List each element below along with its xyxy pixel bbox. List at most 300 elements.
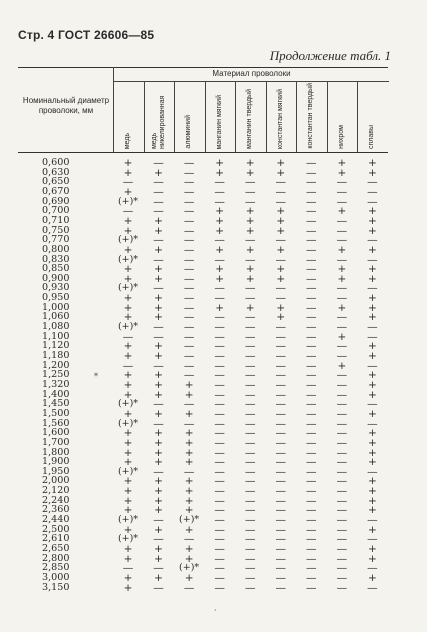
availability-cell: — (183, 176, 195, 189)
availability-cell: + (215, 214, 225, 227)
availability-cell: — (244, 292, 256, 305)
availability-cell: + (154, 543, 163, 555)
availability-cell: — (275, 417, 286, 430)
availability-cell: — (153, 234, 164, 247)
availability-cell: + (337, 166, 347, 179)
availability-cell: + (154, 456, 163, 469)
availability-cell: + (123, 340, 133, 353)
availability-cell: — (367, 465, 378, 478)
availability-cell: + (367, 311, 377, 324)
availability-cell: — (306, 427, 317, 440)
availability-cell: — (244, 456, 256, 469)
availability-cell: — (214, 552, 225, 565)
availability-cell: + (184, 388, 194, 401)
availability-cell: — (153, 359, 164, 372)
availability-cell: + (154, 340, 163, 353)
diameter-cell: 0,650 (42, 176, 70, 188)
availability-cell: — (244, 475, 256, 488)
diameter-cell: 1,450 (42, 398, 70, 410)
material-column-header (235, 83, 265, 149)
availability-cell: + (154, 571, 163, 584)
availability-cell: + (184, 543, 194, 555)
availability-cell: + (123, 292, 133, 305)
diameter-cell: 2,800 (42, 552, 70, 564)
availability-cell: — (244, 321, 256, 334)
availability-cell: — (336, 195, 348, 208)
availability-cell: — (244, 378, 256, 391)
availability-cell: — (275, 185, 286, 198)
material-column-header (266, 83, 296, 149)
availability-cell: — (183, 243, 195, 256)
availability-cell: — (153, 533, 164, 546)
availability-cell: — (275, 359, 286, 372)
availability-cell: — (336, 350, 348, 362)
availability-cell: — (306, 282, 317, 295)
material-group-header: Материал проволоки (113, 67, 389, 82)
diameter-cell: 2,120 (42, 485, 70, 497)
availability-cell: + (123, 475, 133, 488)
availability-cell: + (184, 504, 194, 517)
availability-cell: + (276, 301, 286, 314)
availability-cell: — (214, 185, 225, 198)
availability-cell: — (244, 523, 256, 536)
table-continuation-label: Продолжение табл. 1 (269, 48, 391, 63)
availability-cell: + (367, 301, 377, 314)
availability-cell: — (214, 330, 225, 343)
availability-cell: — (336, 369, 348, 382)
availability-cell: — (306, 514, 317, 527)
availability-cell: — (306, 562, 317, 575)
diameter-cell: 1,900 (42, 456, 70, 468)
availability-cell: — (214, 494, 225, 507)
page-header: Стр. 4 ГОСТ 26606—85 (18, 28, 155, 42)
availability-cell: + (276, 243, 286, 256)
availability-cell: — (214, 195, 225, 208)
availability-cell: — (183, 398, 195, 411)
diameter-cell: 1,250 (42, 369, 70, 381)
availability-cell: + (367, 272, 377, 285)
availability-cell: + (184, 485, 194, 498)
availability-cell: + (154, 378, 163, 391)
availability-cell: — (244, 253, 256, 266)
availability-cell: — (183, 253, 195, 266)
material-column-header (296, 83, 326, 149)
diameter-cell: 2,650 (42, 543, 70, 554)
availability-cell: — (244, 234, 256, 247)
availability-cell: + (367, 427, 377, 440)
diameter-cell: 1,700 (42, 436, 70, 448)
availability-cell: + (154, 214, 163, 227)
diameter-cell: 1,080 (42, 321, 70, 333)
availability-cell: — (336, 282, 348, 295)
availability-cell: + (123, 157, 133, 169)
diameter-cell: 1,950 (42, 465, 70, 477)
availability-cell: — (244, 282, 256, 295)
availability-cell: — (367, 185, 378, 198)
availability-cell: — (244, 340, 256, 353)
availability-cell: — (275, 292, 286, 305)
availability-cell: + (215, 301, 225, 314)
availability-cell: + (367, 543, 377, 555)
diameter-cell: 2,850 (42, 562, 70, 574)
availability-cell: + (184, 494, 194, 507)
availability-cell: — (306, 494, 317, 507)
availability-cell: — (336, 562, 348, 575)
availability-cell: + (337, 157, 347, 169)
availability-cell: — (244, 417, 256, 430)
availability-cell: + (123, 571, 133, 584)
availability-cell: — (244, 330, 256, 343)
availability-cell: + (123, 224, 133, 237)
availability-cell: + (367, 157, 377, 169)
diameter-cell: 0,750 (42, 224, 70, 236)
availability-cell: + (367, 263, 377, 276)
availability-cell: — (306, 378, 317, 391)
availability-cell: — (336, 581, 348, 594)
availability-cell: — (183, 311, 195, 324)
availability-cell: — (306, 214, 317, 227)
availability-cell: — (306, 224, 317, 237)
availability-cell: (+)* (117, 417, 139, 429)
availability-cell: + (123, 388, 133, 401)
diameter-column-header: Номинальный диаметр проволоки, мм (22, 96, 110, 115)
availability-cell: — (336, 533, 348, 546)
availability-cell: + (154, 485, 163, 498)
availability-cell: — (214, 369, 225, 382)
availability-cell: — (214, 321, 225, 334)
availability-cell: — (244, 388, 256, 401)
diameter-cell: 0,800 (42, 243, 70, 255)
availability-cell: + (123, 523, 133, 536)
availability-cell: — (244, 571, 256, 584)
availability-cell: + (337, 272, 347, 285)
availability-cell: + (367, 224, 377, 237)
availability-cell: — (183, 533, 195, 546)
availability-cell: + (337, 243, 347, 256)
availability-cell: — (306, 340, 317, 353)
availability-cell: (+)* (117, 234, 139, 246)
material-column-label: сплавы (368, 124, 376, 149)
availability-cell: — (275, 485, 286, 498)
availability-cell: — (306, 388, 317, 401)
availability-cell: — (214, 282, 225, 295)
availability-cell: — (336, 176, 348, 189)
availability-cell: + (123, 456, 133, 469)
availability-cell: — (336, 388, 348, 401)
availability-cell: — (306, 321, 317, 334)
availability-cell: + (337, 205, 347, 218)
availability-cell: — (122, 176, 134, 189)
availability-cell: — (183, 359, 195, 372)
availability-cell: + (123, 166, 133, 179)
availability-cell: + (337, 330, 347, 343)
material-column-label: манганин мягкий (215, 94, 223, 149)
availability-cell: — (275, 321, 286, 334)
availability-cell: — (306, 571, 317, 584)
availability-cell: + (184, 475, 194, 488)
availability-cell: — (367, 417, 378, 430)
material-column-header (357, 83, 387, 149)
availability-cell: — (214, 571, 225, 584)
availability-cell: — (306, 263, 317, 276)
availability-cell: — (214, 388, 225, 401)
diameter-cell: 0,770 (42, 234, 70, 246)
availability-cell: — (153, 282, 164, 295)
availability-cell: + (123, 581, 133, 594)
availability-cell: — (336, 417, 348, 430)
availability-cell: + (123, 427, 133, 440)
availability-cell: + (123, 301, 133, 314)
availability-cell: — (306, 185, 317, 198)
availability-cell: + (184, 456, 194, 469)
availability-cell: + (276, 224, 286, 237)
availability-cell: + (245, 224, 255, 237)
availability-cell: — (336, 523, 348, 536)
availability-cell: — (122, 205, 134, 218)
availability-cell: — (153, 398, 164, 411)
availability-cell: — (153, 330, 164, 343)
availability-cell: — (244, 581, 256, 594)
availability-cell: — (214, 253, 225, 266)
availability-cell: — (214, 176, 225, 189)
diameter-cell: 2,440 (42, 514, 70, 526)
availability-cell: — (214, 359, 225, 372)
availability-cell: + (184, 523, 194, 536)
availability-cell: — (244, 311, 256, 324)
availability-cell: — (367, 514, 378, 527)
availability-cell: + (215, 157, 225, 169)
availability-cell: — (183, 350, 195, 362)
availability-cell: — (244, 543, 256, 555)
availability-cell: — (275, 571, 286, 584)
diameter-cell: 0,850 (42, 263, 70, 275)
availability-cell: — (244, 436, 256, 449)
availability-cell: — (306, 436, 317, 449)
availability-cell: + (245, 166, 255, 179)
availability-cell: — (244, 185, 256, 198)
availability-cell: — (306, 446, 317, 459)
availability-cell: — (336, 465, 348, 478)
diameter-cell: 1,560 (42, 417, 70, 429)
availability-cell: — (153, 321, 164, 334)
availability-cell: — (367, 195, 378, 208)
diameter-cell: 1,100 (42, 330, 70, 342)
availability-cell: — (306, 475, 317, 488)
availability-cell: + (245, 205, 255, 218)
availability-cell: — (336, 340, 348, 353)
availability-cell: — (336, 311, 348, 324)
availability-cell: — (214, 427, 225, 440)
availability-cell: — (153, 157, 164, 169)
availability-cell: — (336, 504, 348, 517)
material-column-label: алюминий (185, 115, 193, 149)
material-column-header (174, 83, 204, 149)
availability-cell: — (214, 378, 225, 391)
availability-cell: + (123, 272, 133, 285)
availability-cell: — (275, 330, 286, 343)
availability-cell: (+)* (117, 465, 139, 477)
diameter-cell: 2,500 (42, 523, 70, 535)
availability-cell: — (367, 321, 378, 334)
availability-cell: + (367, 407, 377, 420)
diameter-cell: 1,500 (42, 407, 70, 419)
availability-cell: — (336, 214, 348, 227)
availability-cell: — (336, 446, 348, 459)
availability-cell: — (183, 292, 195, 305)
availability-cell: + (367, 166, 377, 179)
availability-cell: — (367, 562, 378, 575)
availability-cell: — (367, 533, 378, 546)
availability-cell: + (367, 456, 377, 469)
availability-cell: + (154, 475, 163, 488)
availability-cell: — (183, 205, 195, 218)
availability-cell: + (367, 446, 377, 459)
availability-cell: — (214, 533, 225, 546)
availability-cell: — (336, 552, 348, 565)
availability-cell: — (275, 369, 286, 382)
material-column-label: нихром (337, 125, 345, 149)
material-column-label: константан мягкий (276, 88, 284, 149)
diameter-cell: 2,360 (42, 504, 70, 516)
availability-cell: — (367, 330, 378, 343)
availability-cell: — (183, 330, 195, 343)
availability-cell: — (336, 234, 348, 247)
availability-cell: — (275, 388, 286, 401)
diameter-cell: 0,670 (42, 185, 70, 197)
availability-cell: + (154, 494, 163, 507)
availability-cell: — (244, 369, 256, 382)
availability-cell: + (123, 378, 133, 391)
availability-cell: (+)* (117, 195, 139, 207)
availability-cell: + (123, 485, 133, 498)
availability-cell: — (122, 359, 134, 372)
availability-cell: + (184, 378, 194, 391)
availability-cell: — (183, 166, 195, 179)
availability-cell: + (245, 272, 255, 285)
availability-cell: (+)* (117, 398, 139, 410)
availability-cell: + (123, 185, 133, 198)
availability-cell: + (215, 224, 225, 237)
availability-cell: — (244, 398, 256, 411)
availability-cell: — (214, 292, 225, 305)
availability-cell: — (306, 485, 317, 498)
availability-cell: — (336, 378, 348, 391)
availability-cell: — (275, 176, 286, 189)
availability-cell: — (306, 417, 317, 430)
availability-cell: + (123, 407, 133, 420)
diameter-cell: 1,060 (42, 311, 70, 323)
availability-cell: — (336, 185, 348, 198)
availability-cell: — (183, 301, 195, 314)
availability-cell: — (275, 504, 286, 517)
availability-cell: — (336, 398, 348, 411)
availability-cell: + (215, 272, 225, 285)
availability-cell: — (275, 494, 286, 507)
availability-cell: + (367, 436, 377, 449)
availability-cell: + (123, 543, 133, 555)
availability-cell: (+)* (117, 533, 139, 545)
availability-cell: + (123, 494, 133, 507)
availability-cell: + (367, 485, 377, 498)
availability-cell: — (336, 514, 348, 527)
availability-cell: — (275, 350, 286, 362)
availability-cell: — (306, 301, 317, 314)
availability-cell: — (306, 157, 317, 169)
availability-cell: + (367, 523, 377, 536)
availability-cell: — (336, 475, 348, 488)
diameter-cell: 2,240 (42, 494, 70, 506)
availability-cell: (+)* (117, 514, 139, 526)
availability-cell: + (367, 571, 377, 584)
availability-cell: — (275, 475, 286, 488)
availability-cell: — (275, 456, 286, 469)
availability-cell: + (154, 388, 163, 401)
availability-cell: + (245, 157, 255, 169)
availability-cell: + (184, 407, 194, 420)
material-column-label: манганин твердый (246, 89, 254, 149)
availability-cell: — (183, 581, 195, 594)
availability-cell: — (275, 465, 286, 478)
availability-cell: — (336, 436, 348, 449)
availability-cell: — (275, 533, 286, 546)
availability-cell: — (214, 350, 225, 362)
availability-cell: — (183, 195, 195, 208)
availability-cell: — (214, 311, 225, 324)
availability-cell: — (244, 446, 256, 459)
availability-cell: + (123, 552, 133, 565)
availability-cell: — (275, 282, 286, 295)
availability-cell: — (153, 465, 164, 478)
availability-cell: + (154, 350, 163, 362)
availability-cell: — (214, 581, 225, 594)
availability-cell: — (306, 407, 317, 420)
availability-cell: + (154, 272, 163, 285)
availability-cell: — (214, 485, 225, 498)
availability-cell: — (153, 195, 164, 208)
availability-cell: — (367, 253, 378, 266)
availability-cell: — (336, 224, 348, 237)
availability-cell: — (306, 398, 317, 411)
diameter-cell: 3,000 (42, 571, 70, 583)
availability-cell: — (367, 282, 378, 295)
availability-cell: — (336, 494, 348, 507)
availability-cell: — (306, 234, 317, 247)
availability-cell: + (184, 571, 194, 584)
availability-cell: — (275, 407, 286, 420)
availability-cell: — (336, 321, 348, 334)
availability-cell: + (123, 436, 133, 449)
availability-cell: — (306, 330, 317, 343)
availability-cell: + (276, 205, 286, 218)
availability-cell: + (154, 369, 163, 382)
diameter-cell: 0,690 (42, 195, 70, 207)
availability-cell: — (183, 234, 195, 247)
availability-cell: + (184, 446, 194, 459)
availability-cell: — (183, 224, 195, 237)
availability-cell: + (276, 263, 286, 276)
availability-cell: — (183, 465, 195, 478)
availability-cell: — (275, 543, 286, 555)
availability-cell: — (183, 321, 195, 334)
availability-cell: + (154, 292, 163, 305)
diameter-cell: 1,000 (42, 301, 70, 313)
availability-cell: + (215, 205, 225, 218)
availability-cell: + (276, 157, 286, 169)
diameter-cell: 2,610 (42, 533, 70, 545)
availability-cell: — (214, 456, 225, 469)
availability-cell: — (214, 436, 225, 449)
availability-cell: — (214, 465, 225, 478)
